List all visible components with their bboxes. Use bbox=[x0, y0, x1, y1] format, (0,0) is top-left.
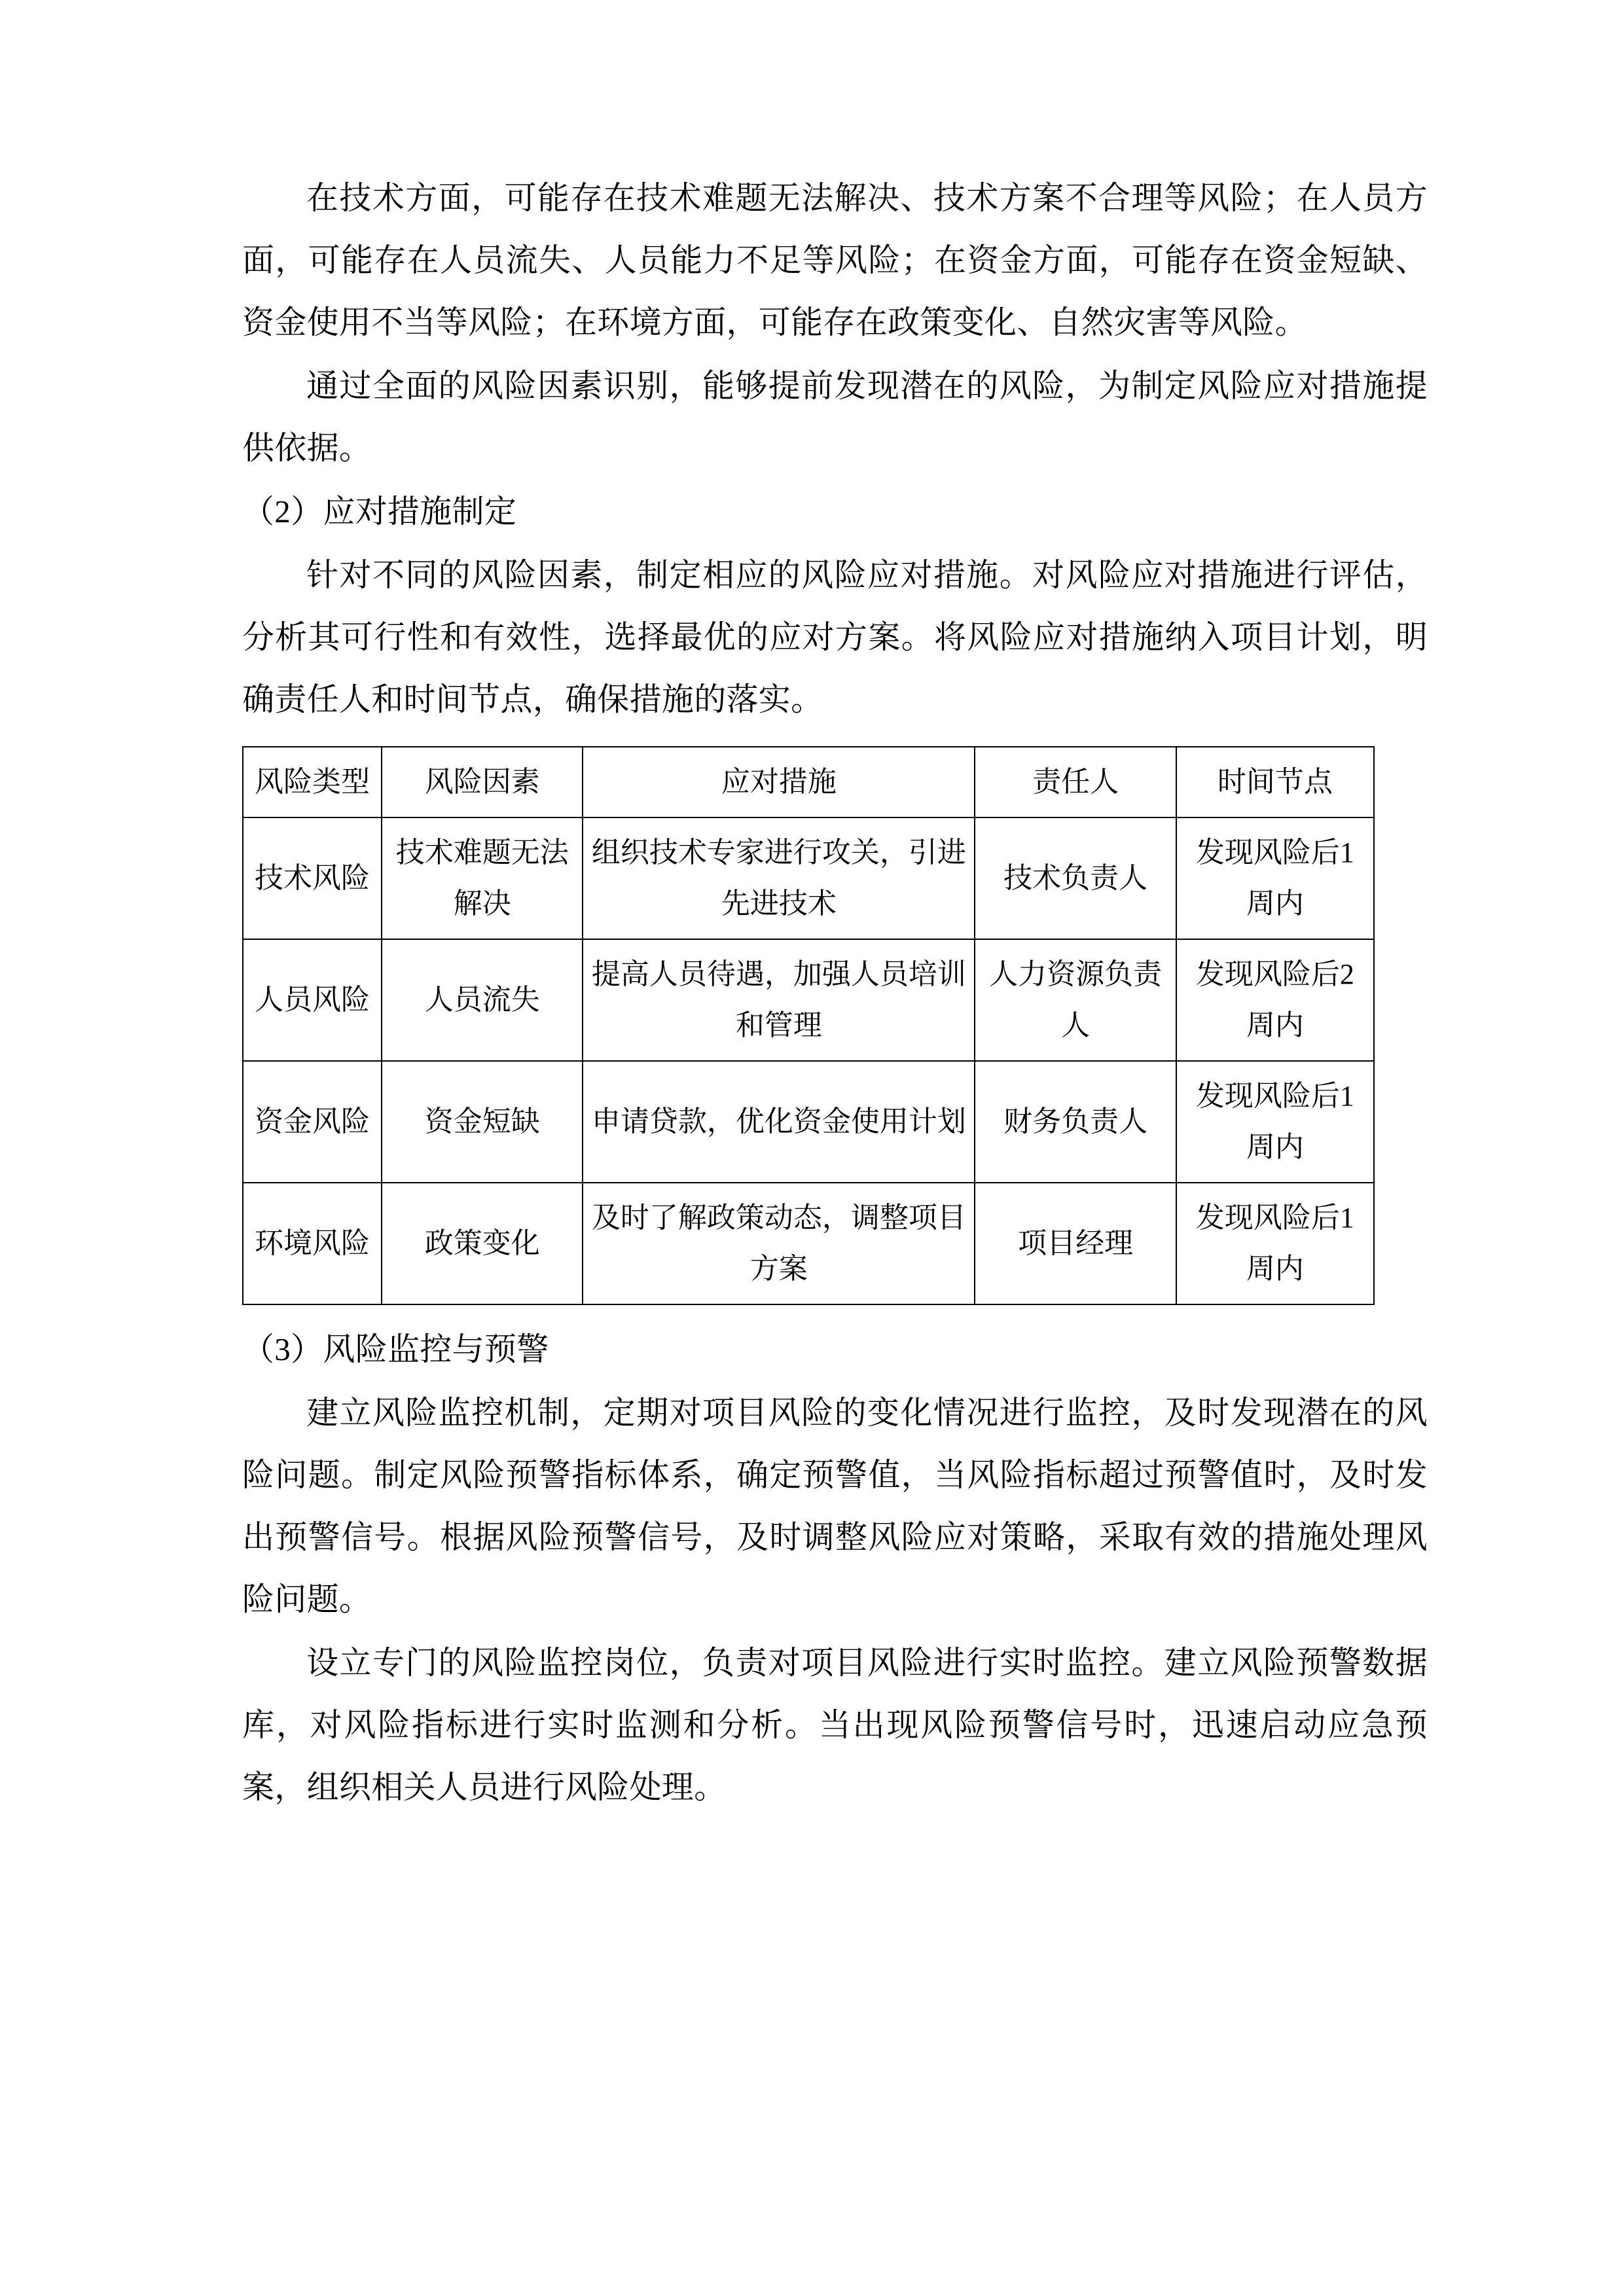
paragraph-monitoring-post: 设立专门的风险监控岗位，负责对项目风险进行实时监控。建立风险预警数据库，对风险指标进行实时监测和分析。当出现风险预警信号时，迅速启动应急预案，组织相关人员进行风险处理。 bbox=[242, 1645, 1428, 1805]
cell-person: 项目经理 bbox=[975, 1183, 1176, 1304]
cell-risk-type: 资金风险 bbox=[243, 1061, 382, 1183]
cell-measure: 提高人员待遇，加强人员培训和管理 bbox=[583, 939, 975, 1061]
table-row bbox=[243, 939, 1374, 1061]
table-row bbox=[243, 1183, 1374, 1304]
paragraph-response-measures-detail: 针对不同的风险因素，制定相应的风险应对措施。对风险应对措施进行评估，分析其可行性和有效性，选择最优的应对方案。将风险应对措施纳入项目计划，明确责任人和时间节点，确保措施的落实。 bbox=[242, 557, 1428, 717]
cell-measure: 申请贷款，优化资金使用计划 bbox=[583, 1061, 975, 1183]
table-header-row bbox=[243, 747, 1374, 817]
risk-response-table bbox=[242, 746, 1375, 1305]
cell-time: 发现风险后1周内 bbox=[1176, 1183, 1374, 1304]
table-header-risk-factor: 风险因素 bbox=[382, 747, 583, 817]
paragraph-risk-identification-summary: 通过全面的风险因素识别，能够提前发现潜在的风险，为制定风险应对措施提供依据。 bbox=[242, 368, 1428, 466]
cell-time: 发现风险后1周内 bbox=[1176, 817, 1374, 939]
paragraph-monitoring-mechanism: 建立风险监控机制，定期对项目风险的变化情况进行监控，及时发现潜在的风险问题。制定风险预警指标体系，确定预警值，当风险指标超过预警值时，及时发出预警信号。根据风险预警信号，及时调整风险应对策略，采取有效的措施处理风险问题。 bbox=[242, 1395, 1428, 1617]
heading-response-measures: （2）应对措施制定 bbox=[242, 493, 517, 529]
cell-risk-factor: 资金短缺 bbox=[382, 1061, 583, 1183]
cell-risk-type: 环境风险 bbox=[243, 1183, 382, 1304]
table-header-person: 责任人 bbox=[975, 747, 1176, 817]
cell-risk-type: 人员风险 bbox=[243, 939, 382, 1061]
cell-risk-factor: 技术难题无法解决 bbox=[382, 817, 583, 939]
cell-measure: 组织技术专家进行攻关，引进先进技术 bbox=[583, 817, 975, 939]
cell-measure: 及时了解政策动态，调整项目方案 bbox=[583, 1183, 975, 1304]
cell-risk-factor: 人员流失 bbox=[382, 939, 583, 1061]
cell-risk-factor: 政策变化 bbox=[382, 1183, 583, 1304]
table-row bbox=[243, 1061, 1374, 1183]
paragraph-risk-factors-detail: 在技术方面，可能存在技术难题无法解决、技术方案不合理等风险；在人员方面，可能存在人员流失、人员能力不足等风险；在资金方面，可能存在资金短缺、资金使用不当等风险；在环境方面，可能存在政策变化、自然灾害等风险。 bbox=[242, 180, 1428, 340]
cell-person: 技术负责人 bbox=[975, 817, 1176, 939]
cell-risk-type: 技术风险 bbox=[243, 817, 382, 939]
cell-person: 财务负责人 bbox=[975, 1061, 1176, 1183]
cell-time: 发现风险后1周内 bbox=[1176, 1061, 1374, 1183]
table-header-risk-type: 风险类型 bbox=[243, 747, 382, 817]
table-header-time: 时间节点 bbox=[1176, 747, 1374, 817]
cell-person: 人力资源负责人 bbox=[975, 939, 1176, 1061]
cell-time: 发现风险后2周内 bbox=[1176, 939, 1374, 1061]
heading-risk-monitoring: （3）风险监控与预警 bbox=[242, 1331, 549, 1367]
table-row bbox=[243, 817, 1374, 939]
table-header-measure: 应对措施 bbox=[583, 747, 975, 817]
